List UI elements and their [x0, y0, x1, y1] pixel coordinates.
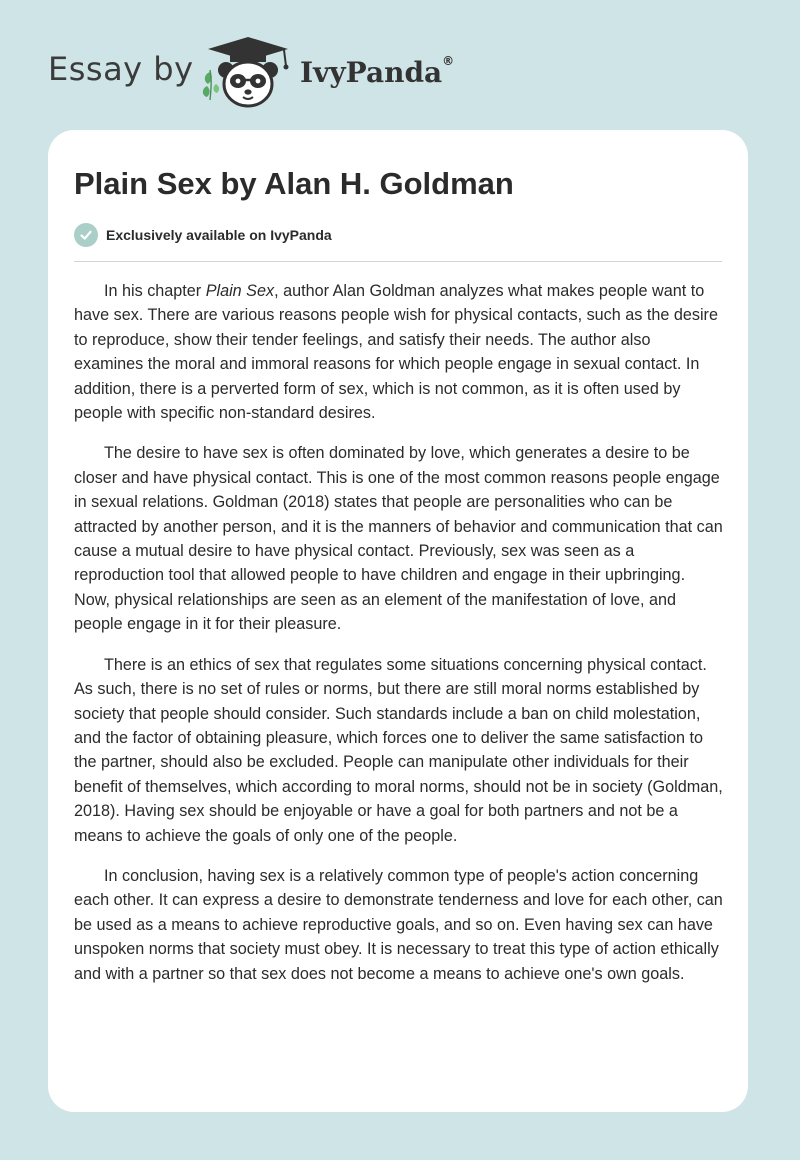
panda-logo-icon[interactable] — [200, 34, 296, 110]
check-circle-icon — [74, 223, 98, 247]
page-title: Plain Sex by Alan H. Goldman — [74, 166, 514, 201]
paragraph-4: In conclusion, having sex is a relatively common type of people's action concerning each other. It can express a desire to demonstrate tenderness and love for each other, can be used as a means to achieve reproductive goals, and so on. Even having sex can have unspoken norms that society must obey. It is necessary to treat this type of action ethically and with a partner so that sex does not become a means to achieve one's own goals. — [74, 866, 723, 983]
chapter-title: Plain Sex — [205, 282, 275, 300]
exclusive-badge-label: Exclusively available on IvyPanda — [106, 227, 332, 243]
essay-card — [48, 130, 748, 1112]
paragraph-1 — [74, 279, 724, 425]
site-header — [0, 0, 800, 120]
paragraph-1-rest: , author Alan Goldman analyzes what makes people want to have sex. There are various reasons people wish for physical contacts, such as the desire to reproduce, show their tender feelings, and satisfy their needs. The author also examines the moral and immoral reasons for which people engage in sexual contact. In addition, there is a perverted form of sex, which is not common, as it is often used by people with specific non-standard desires. — [74, 282, 718, 423]
exclusive-badge — [74, 222, 332, 248]
brand-name[interactable] — [300, 56, 454, 89]
essay-body — [74, 279, 724, 1002]
essay-by-label: Essay by — [48, 50, 194, 88]
ivy-leaf-icon — [203, 70, 219, 100]
paragraph-3: There is an ethics of sex that regulates some situations concerning physical contact. As such, there is no set of rules or norms, but there are still moral norms established by society that people should consider. Such standards include a ban on child molestation, and the factor of obtaining pleasure, which forces one to deliver the same satisfaction to the partner, should also be excluded. People can manipulate other individuals for their benefit of themselves, which according to moral norms, should not be in society (Goldman, 2018). Having sex should be enjoyable or have a goal for both partners and not be a means to achieve the goals of only one of the people. — [74, 655, 723, 845]
divider — [74, 261, 722, 262]
brand-label: IvyPanda — [300, 56, 443, 89]
paragraph-1-start: In his chapter — [104, 282, 206, 300]
registered-mark: ® — [442, 54, 455, 68]
paragraph-2: The desire to have sex is often dominated by love, which generates a desire to be closer and have physical contact. This is one of the most common reasons people engage in sexual relations. Goldman (2018) states that people are personalities who can be attracted by another person, and it is the manners of behavior and communication that can cause a mutual desire to have physical contact. Previously, sex was seen as a reproduction tool that allowed people to have children and engage in their upbringing. Now, physical relationships are seen as an element of the manifestation of love, and people engage in it for their pleasure. — [74, 444, 723, 634]
